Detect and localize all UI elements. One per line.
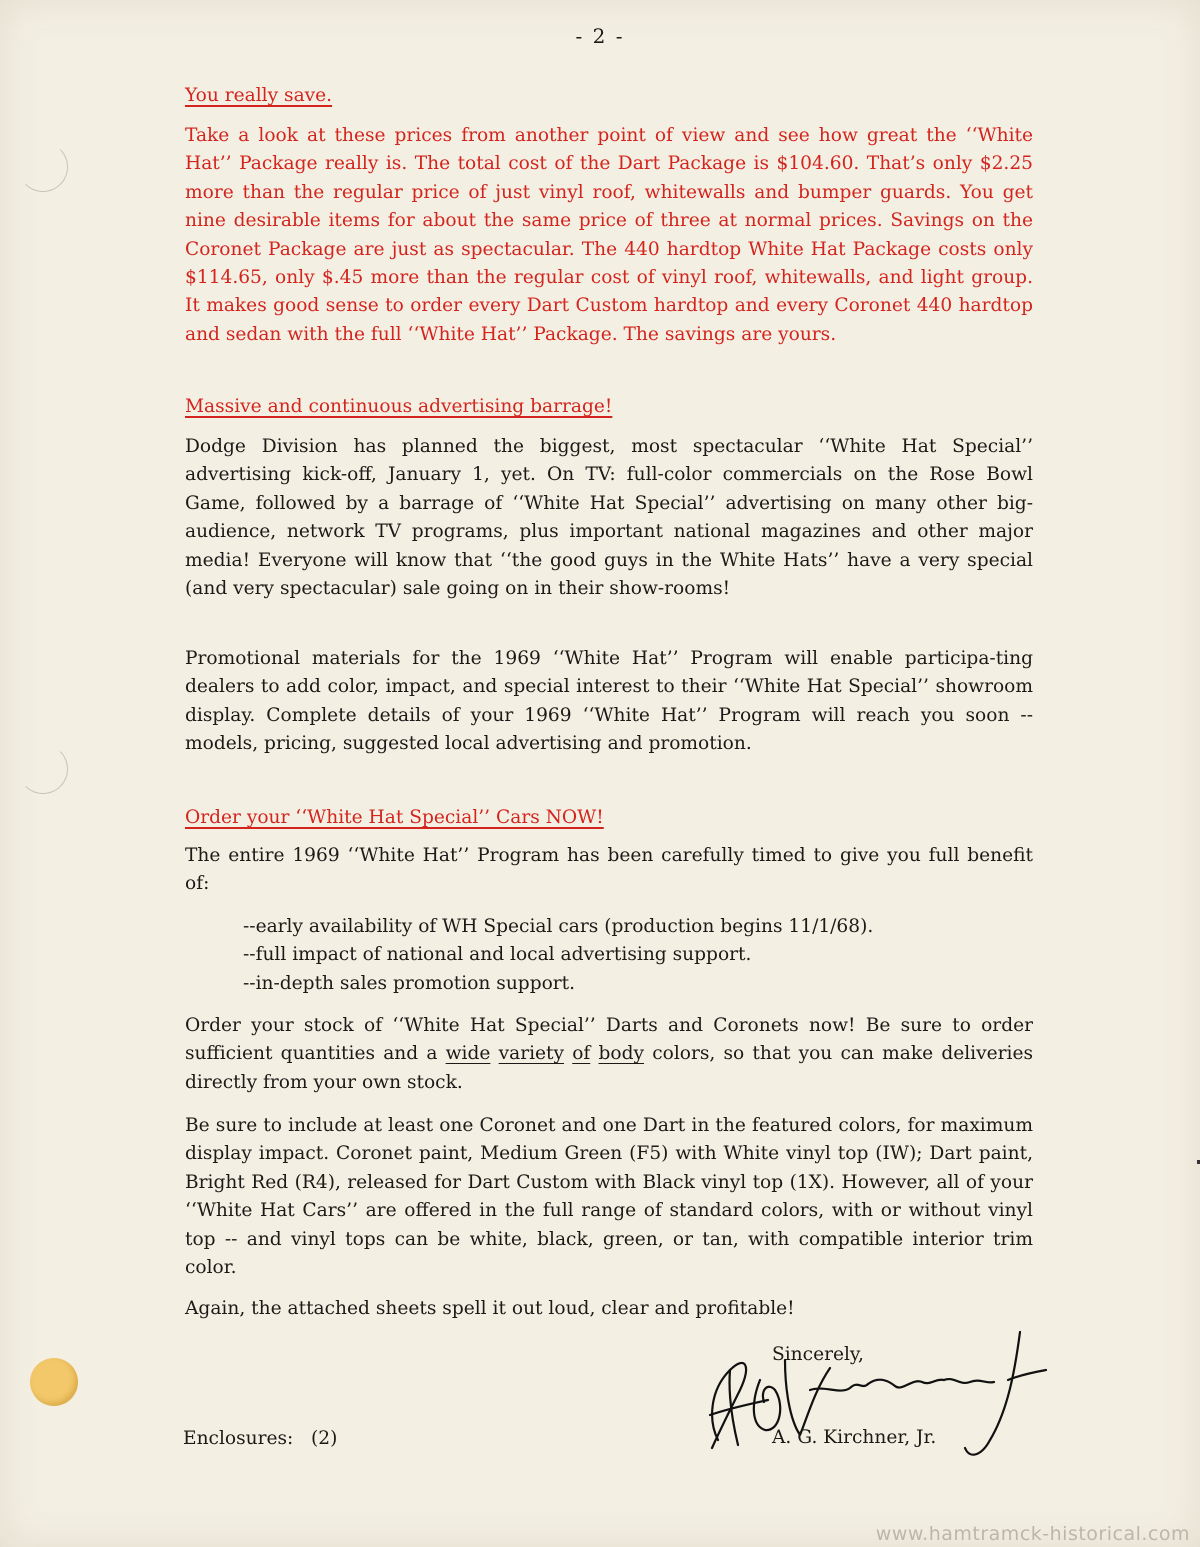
underlined-body: body [598,1043,645,1065]
enclosures-note: Enclosures: (2) [183,1428,338,1449]
section-savings-body [185,122,1033,349]
list-item: --early availability of WH Special cars (production begins 11/1/68). [243,916,874,937]
list-item: --full impact of national and local advertising support. [243,944,752,966]
underlined-variety: variety [498,1043,565,1065]
order-stock-body [185,1012,1033,1097]
order-stock-paragraph [185,1012,1033,1097]
salutation: Sincerely, [772,1344,864,1365]
punch-hole-top [18,142,68,192]
program-intro-paragraph: The entire 1969 ‘‘White Hat’’ Program has been carefully timed to give you full benefit of: [185,845,1033,895]
savings-paragraph: Take a look at these prices from another point of view and see how great the ‘‘White Hat’’ Package really is. The total cost of the Dart Package is $104.60. That’s only $2.25 more than the regular price of just vinyl roof, whitewalls and bumper guards. You get nine desirable items for about the same price of three at normal prices. Savings on the Coronet Package are just as spectacular. The 440 hardtop White Hat Package costs only $114.65, only $.45 more than the regular cost of vinyl roof, whitewalls, and light group. It makes good sense to order every Dart Custom hardtop and every Coronet 440 hardtop and sedan with the full ‘‘White Hat’’ Package. The savings are yours. [185,125,1033,345]
underlined-of: of [572,1043,591,1065]
page-number: - 2 - [575,24,625,48]
heading-order-now: Order your ‘‘White Hat Special’’ Cars NOW! [185,807,604,828]
heading-advertising-barrage: Massive and continuous advertising barrage! [185,396,613,417]
promotion-paragraph: Promotional materials for the 1969 ‘‘White Hat’’ Program will enable participa-ting dealers to add color, impact, and special interest to their ‘‘White Hat Special’’ showroom display. Complete details of your 1969 ‘‘White Hat’’ Program will reach you soon -- models, pricing, suggested local advertising and promotion. [185,648,1033,755]
closing-line: Again, the attached sheets spell it out loud, clear and profitable! [185,1298,795,1319]
section-advertising-body [185,433,1033,603]
featured-colors-paragraph: Be sure to include at least one Coronet and one Dart in the featured colors, for maximum display impact. Coronet paint, Medium Green (F5) with White vinyl top (IW); Dart paint, Bright Red (R4), released for Dart Custom with Black vinyl top (1X). However, all of your ‘‘White Hat Cars’’ are offered in the full range of standard colors, with or without vinyl top -- and vinyl tops can be white, black, green, or tan, with compatible interior trim color. [185,1115,1033,1279]
program-intro [185,842,1033,899]
featured-colors-body [185,1112,1033,1282]
benefit-list [243,913,1043,998]
handwritten-signature [690,1320,1070,1480]
underlined-wide: wide [445,1043,491,1065]
section-promotion-body [185,645,1033,759]
punch-hole-reinforcement [30,1358,78,1406]
advertising-paragraph: Dodge Division has planned the biggest, most spectacular ‘‘White Hat Special’’ advertising kick-off, January 1, yet. On TV: full-color commercials on the Rose Bowl Game, followed by a barrage of ‘‘White Hat Special’’ advertising on many other big-audience, network TV programs, plus important national magazines and other major media! Everyone will know that ‘‘the good guys in the White Hats’’ have a very special (and very spectacular) sale going on in their show-rooms! [185,436,1033,600]
punch-hole-middle [18,744,68,794]
order-text-end: colors, so that you can make deliveries directly from your own stock. [185,1043,1034,1093]
heading-you-really-save: You really save. [185,85,333,106]
list-item: --in-depth sales promotion support. [243,972,576,994]
order-text-start: Order your stock of ‘‘White Hat Special’’ Darts and Coronets now! Be sure to order sufficient quantities and a [185,1015,1033,1065]
watermark: www.hamtramck-historical.com [875,1523,1190,1545]
signer-name: A. G. Kirchner, Jr. [772,1427,937,1448]
